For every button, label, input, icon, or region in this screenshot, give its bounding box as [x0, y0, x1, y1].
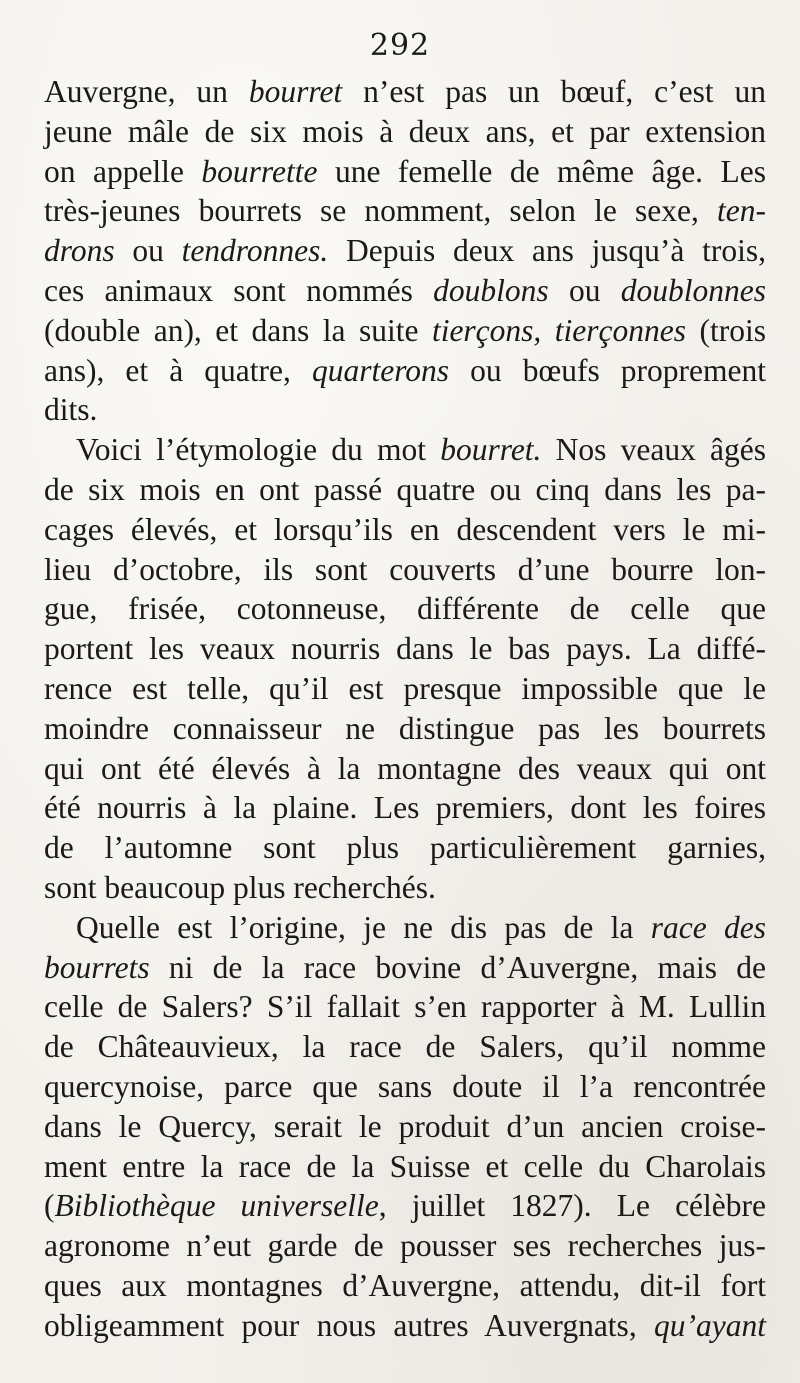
text-line: [44, 510, 766, 550]
text-run: Auvergne, un: [44, 74, 249, 109]
text-line: [44, 550, 766, 590]
text-run: ou: [114, 233, 182, 269]
italic-term: tendronnes.: [181, 233, 329, 269]
italic-term: race des: [650, 909, 766, 945]
text-line: [44, 231, 766, 271]
italic-term: doublons: [433, 272, 549, 308]
italic-term: quarterons: [311, 352, 450, 388]
text-line: [44, 311, 766, 351]
text-line: [44, 271, 766, 311]
text-line: [44, 1306, 766, 1346]
text-run: n’est pas un bœuf, c’est un: [342, 74, 766, 109]
text-run: moindre connaisseur ne distingue pas les bourrets: [44, 710, 766, 746]
text-line: [44, 1186, 766, 1226]
text-line: [44, 351, 766, 391]
text-run: ans), et à quatre,: [44, 352, 312, 388]
text-run: lieu d’octobre, ils sont couverts d’une bourre lon-: [44, 551, 766, 587]
text-run: Depuis deux ans jusqu’à trois,: [328, 233, 766, 269]
text-run: Nos veaux âgés: [541, 432, 766, 468]
text-line: [44, 430, 766, 470]
body-text: [44, 72, 766, 1346]
text-line: [44, 191, 766, 231]
text-line: [44, 669, 766, 709]
text-run: très-jeunes bourrets se nomment, selon le sexe,: [44, 193, 718, 229]
text-line: [44, 1067, 766, 1107]
text-run: portent les veaux nourris dans le bas pays. La diffé-: [44, 631, 766, 667]
text-line: [44, 152, 766, 192]
text-run: jeune mâle de six mois à deux ans, et par extension: [44, 113, 766, 149]
text-line: [44, 828, 766, 868]
italic-term: bourret.: [440, 432, 542, 468]
text-run: ques aux montagnes d’Auvergne, attendu, dit-il fort: [44, 1267, 766, 1303]
text-run: dans le Quercy, serait le produit d’un ancien croise-: [44, 1108, 766, 1144]
italic-term: bourret: [248, 74, 343, 109]
text-run: agronome n’eut garde de pousser ses recherches jus-: [44, 1228, 766, 1264]
text-line: [44, 908, 766, 948]
text-line: [44, 1107, 766, 1147]
italic-term: Bibliothèque universelle: [54, 1188, 379, 1224]
text-run: (double an), et dans la suite: [44, 312, 432, 348]
text-run: ces animaux sont nommés: [44, 272, 434, 308]
text-line: [44, 948, 766, 988]
text-run: obligeamment pour nous autres Auvergnats,: [44, 1307, 655, 1343]
text-run: , juillet 1827). Le célèbre: [378, 1188, 766, 1224]
text-run: de six mois en ont passé quatre ou cinq dans les pa-: [44, 471, 766, 507]
text-line: [44, 470, 766, 510]
text-line: [44, 1226, 766, 1266]
text-run: une femelle de même âge. Les: [317, 153, 767, 189]
italic-term: qu’ayant: [654, 1307, 766, 1343]
text-run: (: [44, 1188, 55, 1224]
text-run: de Châteauvieux, la race de Salers, qu’il nomme: [44, 1029, 766, 1065]
text-run: quercynoise, parce que sans doute il l’a rencontrée: [44, 1068, 766, 1104]
text-run: Voici l’étymologie du mot: [76, 432, 441, 468]
text-run: Quelle est l’origine, je ne dis pas de la: [76, 909, 651, 945]
text-run: cages élevés, et lorsqu’ils en descendent vers le mi-: [44, 511, 766, 547]
text-line: [44, 390, 766, 430]
text-line: [44, 749, 766, 789]
text-line: [44, 987, 766, 1027]
text-line: [44, 709, 766, 749]
text-run: sont beaucoup plus recherchés.: [44, 869, 436, 905]
text-line: [44, 1027, 766, 1067]
text-run: celle de Salers? S’il fallait s’en rapporter à M. Lullin: [44, 989, 766, 1025]
italic-term: bourrette: [201, 153, 318, 189]
italic-term: drons: [44, 233, 115, 269]
text-line: [44, 1266, 766, 1306]
text-run: ni de la race bovine d’Auvergne, mais de: [149, 949, 766, 985]
text-run: dits.: [44, 392, 98, 428]
text-line: [44, 112, 766, 152]
text-run: de l’automne sont plus particulièrement garnies,: [44, 830, 766, 866]
italic-term: bourrets: [44, 949, 150, 985]
text-run: on appelle: [44, 153, 202, 189]
text-run: ou: [548, 272, 621, 308]
text-line: [44, 589, 766, 629]
text-run: ou bœufs proprement: [449, 352, 766, 388]
text-run: (trois: [686, 312, 766, 348]
text-line: [44, 868, 766, 908]
italic-term: tierçons, tierçonnes: [431, 312, 686, 348]
text-line: [44, 72, 766, 112]
text-line: [44, 788, 766, 828]
page-number: 292: [369, 28, 431, 63]
text-run: gue, frisée, cotonneuse, différente de celle que: [44, 591, 766, 627]
text-run: ment entre la race de la Suisse et celle du Charolais: [44, 1148, 766, 1184]
text-line: [44, 1147, 766, 1187]
text-run: qui ont été élevés à la montagne des veaux qui ont: [44, 750, 766, 786]
text-run: rence est telle, qu’il est presque impossible que le: [44, 670, 766, 706]
italic-term: doublonnes: [620, 272, 766, 308]
italic-term: ten-: [717, 193, 766, 229]
text-line: [44, 629, 766, 669]
text-run: été nourris à la plaine. Les premiers, dont les foires: [44, 790, 766, 826]
